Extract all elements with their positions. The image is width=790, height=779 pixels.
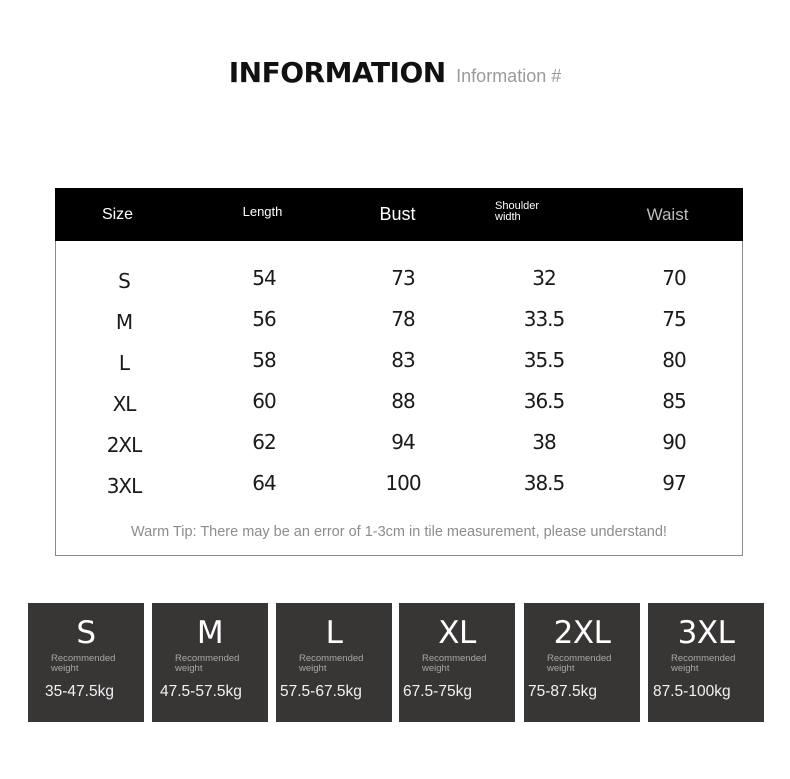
cell-size: XL bbox=[112, 392, 136, 416]
card-recommended-line2: weight bbox=[175, 663, 203, 674]
cell-length: 54 bbox=[252, 266, 276, 290]
weight-card-l bbox=[276, 603, 392, 722]
cell-waist: 85 bbox=[662, 389, 686, 413]
card-recommended-line2: weight bbox=[51, 663, 79, 674]
cell-bust: 83 bbox=[391, 348, 415, 372]
card-weight-range: 35-47.5kg bbox=[45, 683, 114, 700]
cell-shoulder: 38 bbox=[532, 430, 556, 454]
cell-shoulder: 32 bbox=[532, 266, 556, 290]
shoulder-header-line2: width bbox=[495, 210, 521, 223]
cell-waist: 80 bbox=[662, 348, 686, 372]
cell-bust: 73 bbox=[391, 266, 415, 290]
card-recommended-label bbox=[422, 654, 507, 674]
card-recommended-label bbox=[671, 654, 756, 674]
card-weight-range: 75-87.5kg bbox=[528, 683, 597, 700]
card-recommended-line1: Recommended bbox=[671, 653, 736, 664]
table-row bbox=[56, 258, 744, 299]
card-recommended-line1: Recommended bbox=[51, 653, 116, 664]
cell-shoulder: 38.5 bbox=[523, 471, 565, 495]
card-recommended-label bbox=[51, 654, 136, 674]
card-recommended-label bbox=[175, 654, 260, 674]
cell-waist: 70 bbox=[662, 266, 686, 290]
table-row bbox=[56, 340, 744, 381]
cell-length: 64 bbox=[252, 471, 276, 495]
card-size-label: 3XL bbox=[677, 615, 735, 651]
page-heading bbox=[0, 56, 790, 89]
card-size-label: XL bbox=[438, 615, 476, 651]
column-header-size: Size bbox=[101, 205, 134, 223]
card-weight-range: 57.5-67.5kg bbox=[280, 683, 362, 700]
cell-shoulder: 36.5 bbox=[523, 389, 565, 413]
card-recommended-line1: Recommended bbox=[547, 653, 612, 664]
weight-card-s bbox=[28, 603, 144, 722]
weight-card-m bbox=[152, 603, 268, 722]
cell-waist: 97 bbox=[662, 471, 686, 495]
card-weight-range: 87.5-100kg bbox=[653, 683, 731, 700]
card-recommended-line1: Recommended bbox=[299, 653, 364, 664]
cell-size: M bbox=[115, 310, 133, 334]
card-recommended-line2: weight bbox=[299, 663, 327, 674]
card-recommended-line2: weight bbox=[422, 663, 450, 674]
cell-waist: 75 bbox=[662, 307, 686, 331]
page-subtitle: Information # bbox=[456, 66, 562, 86]
size-chart-table bbox=[55, 188, 743, 556]
table-row bbox=[56, 381, 744, 422]
cell-size: L bbox=[118, 351, 130, 375]
card-size-label: 2XL bbox=[553, 615, 611, 651]
card-size-label: M bbox=[196, 615, 224, 651]
cell-length: 56 bbox=[252, 307, 276, 331]
card-recommended-line2: weight bbox=[671, 663, 699, 674]
cell-length: 60 bbox=[252, 389, 276, 413]
card-recommended-line2: weight bbox=[547, 663, 575, 674]
cell-size: S bbox=[118, 269, 130, 293]
column-header-waist: Waist bbox=[646, 204, 689, 224]
measurement-tip: Warm Tip: There may be an error of 1-3cm in tile measurement, please understand! bbox=[131, 524, 667, 540]
table-row bbox=[56, 422, 744, 463]
cell-shoulder: 35.5 bbox=[523, 348, 565, 372]
page-title: INFORMATION bbox=[228, 56, 446, 89]
weight-card-3xl bbox=[648, 603, 764, 722]
cell-bust: 94 bbox=[391, 430, 415, 454]
card-recommended-label bbox=[547, 654, 632, 674]
card-recommended-line1: Recommended bbox=[422, 653, 487, 664]
cell-size: 3XL bbox=[106, 474, 142, 498]
table-header bbox=[55, 188, 743, 241]
table-row bbox=[56, 463, 744, 504]
card-size-label: S bbox=[76, 615, 96, 651]
cell-bust: 100 bbox=[385, 471, 421, 495]
cell-shoulder: 33.5 bbox=[523, 307, 565, 331]
card-recommended-label bbox=[299, 654, 384, 674]
cell-length: 58 bbox=[252, 348, 276, 372]
column-header-bust: Bust bbox=[379, 204, 416, 224]
column-header-length: Length bbox=[242, 204, 283, 219]
cell-bust: 78 bbox=[391, 307, 415, 331]
cell-size: 2XL bbox=[106, 433, 142, 457]
card-weight-range: 67.5-75kg bbox=[403, 683, 472, 700]
weight-card-2xl bbox=[524, 603, 640, 722]
table-row bbox=[56, 299, 744, 340]
weight-card-xl bbox=[399, 603, 515, 722]
card-weight-range: 47.5-57.5kg bbox=[160, 683, 242, 700]
cell-length: 62 bbox=[252, 430, 276, 454]
column-header-shoulder-width bbox=[495, 185, 575, 238]
recommended-weight-cards bbox=[0, 603, 790, 722]
shoulder-header-line1: Shoulder bbox=[495, 199, 540, 212]
cell-waist: 90 bbox=[662, 430, 686, 454]
card-size-label: L bbox=[325, 615, 343, 651]
cell-bust: 88 bbox=[391, 389, 415, 413]
card-recommended-line1: Recommended bbox=[175, 653, 240, 664]
